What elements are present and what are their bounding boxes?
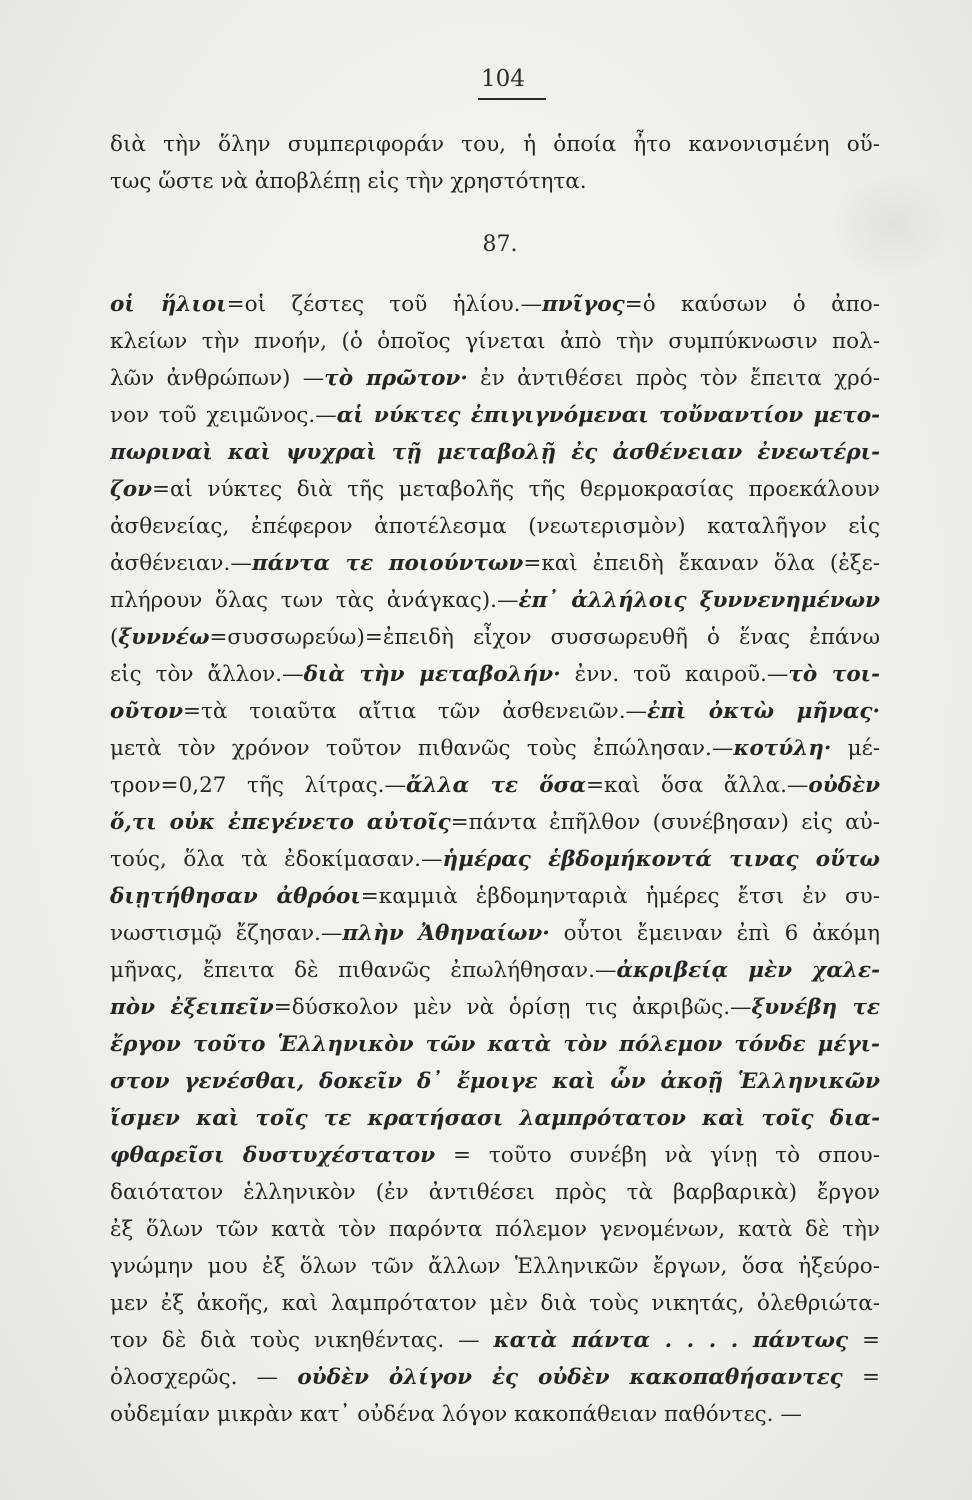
gloss: ἀσθενείας, ἐπέφερον ἀποτέλεσμα (νεωτερισμὸν) καταλῆγον εἰς [110,514,880,539]
lemma: ἐπ᾽ ἀλλήλοις ξυννενημένων [518,588,880,613]
text-line [110,397,880,434]
text-line [110,323,880,360]
text-line [110,878,880,915]
text-line [110,989,880,1026]
gloss: λῶν ἀνθρώπων) — [110,366,325,391]
text-line [110,286,880,323]
gloss: = τοῦτο συνέβη νὰ γίνῃ τὸ σπου- [435,1143,880,1168]
gloss: ἐν ἀντιθέσει πρὸς τὸν ἔπειτα χρό- [467,366,880,391]
gloss: μέ- [831,736,880,761]
gloss: νωστισμῷ ἔζησαν.— [110,921,343,946]
text-line [110,619,880,656]
lemma: ἐπὶ ὀκτὼ μῆνας· [647,699,880,724]
section-number: 87. [482,232,518,257]
gloss: =συσσωρεύω)=ἐπειδὴ εἶχον συσσωρευθῆ ὁ ἕνας ἐπάνω [209,625,880,650]
gloss: οὐδεμίαν μικρὰν κατ᾽ οὐδένα λόγον κακοπάθειαν παθόντες. — [110,1402,802,1427]
text-line [110,1100,880,1137]
lemma: πὸν ἐξειπεῖν [110,995,274,1020]
gloss: ἐνν. τοῦ καιροῦ.— [560,662,789,687]
lemma: οὐδὲν ὀλίγον ἐς οὐδὲν κακοπαθήσαντες [297,1365,843,1390]
gloss: =καὶ ἐπειδὴ ἔκαναν ὅλα (ἐξε- [523,551,880,576]
lemma: στον γενέσθαι, δοκεῖν δ᾽ ἔμοιγε καὶ ὧν ἀκοῇ Ἑλληνικῶν [110,1069,880,1094]
gloss: = [842,1365,880,1390]
gloss: μῆνας, ἔπειτα δὲ πιθανῶς ἐπωλήθησαν.— [110,958,617,983]
lemma: τὸ πρῶτον· [324,366,468,391]
gloss: ὁλοσχερῶς. — [110,1365,298,1390]
text-line [110,730,880,767]
gloss: ἀσθένειαν.— [110,551,252,576]
gloss: = [848,1328,880,1353]
lemma: τὸ τοι- [788,662,880,687]
lemma: διῃτήθησαν ἀθρόοι [110,884,361,909]
lemma: ζον [110,477,152,502]
lemma: κατὰ πάντα . . . . πάντως [493,1328,849,1353]
gloss: =καὶ ὅσα ἄλλα.— [586,773,809,798]
gloss: νον τοῦ χειμῶνος.— [110,403,337,428]
lemma: ἄλλα τε ὅσα [405,773,587,798]
text-line [110,582,880,619]
text-line [110,1396,880,1433]
lemma: φθαρεῖσι δυστυχέστατον [110,1143,436,1168]
gloss: μεν ἐξ ἀκοῆς, καὶ λαμπρότατον μὲν διὰ τοὺς νικητάς, ὀλεθριώτα- [110,1291,880,1316]
lemma: οῦτον [110,699,183,724]
gloss: δαιότατον ἑλληνικὸν (ἐν ἀντιθέσει πρὸς τὰ βαρβαρικὰ) ἔργον [110,1180,880,1205]
text-line [110,1063,880,1100]
lemma: οἱ ἥλιοι [110,292,227,317]
page-number-rule [478,98,546,100]
text-line: διὰ τὴν ὅλην συμπεριφοράν του, ἡ ὁποία ἦτο κανονισμένη οὕ- [110,132,880,157]
gloss: ἐξ ὅλων τῶν κατὰ τὸν παρόντα πόλεμον γενομένων, κατὰ δὲ τὴν [110,1217,880,1242]
lemma: ἀκριβείᾳ μὲν χαλε- [616,958,880,983]
gloss: =αἱ νύκτες διὰ τῆς μεταβολῆς τῆς θερμοκρασίας προεκάλουν [152,477,880,502]
text-line [110,656,880,693]
text-line [110,841,880,878]
lemma: ἔργον τοῦτο Ἑλληνικὸν τῶν κατὰ τὸν πόλεμον τόνδε μέγι- [110,1032,880,1057]
text-line [110,1211,880,1248]
gloss: πλήρουν ὅλας των τὰς ἀνάγκας).— [110,588,519,613]
gloss: κλείων τὴν πνοήν, (ὁ ὁποῖος γίνεται ἀπὸ τὴν συμπύκνωσιν πολ- [110,329,880,354]
text-line [110,1248,880,1285]
gloss: =τὰ τοιαῦτα αἴτια τῶν ἀσθενειῶν.— [182,699,648,724]
gloss: τρον=0,27 τῆς λίτρας.— [110,773,406,798]
gloss: εἰς τὸν ἄλλον.— [110,662,304,687]
text-line [110,952,880,989]
lemma: οὐδὲν [808,773,880,798]
text-line [110,767,880,804]
lemma: πλὴν Ἀθηναίων· [342,921,550,946]
gloss: =οἱ ζέστες τοῦ ἡλίου.— [226,292,542,317]
gloss: τον δὲ διὰ τοὺς νικηθέντας. — [110,1328,494,1353]
page-number: 104 [481,66,525,92]
lemma: αἱ νύκτες ἐπιγιγνόμεναι τοὔναντίον μετο- [336,403,880,428]
text-line [110,1174,880,1211]
gloss: =δύσκολον μὲν νὰ ὁρίσῃ τις ἀκριβῶς.— [273,995,752,1020]
gloss: =ὁ καύσων ὁ ἀπο- [624,292,880,317]
gloss: =πάντα ἐπῆλθον (συνέβησαν) εἰς αὐ- [450,810,880,835]
lemma: ὅ,τι οὐκ ἐπεγένετο αὐτοῖς [110,810,451,835]
lemma: κοτύλη· [733,736,832,761]
gloss: οὗτοι ἔμειναν ἐπὶ 6 ἀκόμη [549,921,880,946]
text-line [110,1137,880,1174]
gloss: γνώμην μου ἐξ ὅλων τῶν ἄλλων Ἑλληνικῶν ἔργων, ὅσα ἠξεύρο- [110,1254,880,1279]
commentary-paragraph [110,286,880,1433]
text-line [110,1322,880,1359]
intro-paragraph [110,126,880,200]
lemma: πάντα τε ποιούντων [251,551,524,576]
lemma: ἡμέρας ἑβδομήκοντά τινας οὕτω [442,847,880,872]
text-line [110,434,880,471]
text-line [110,915,880,952]
gloss: ( [110,625,119,650]
text-line [110,804,880,841]
gloss: =καμμιὰ ἑβδομηνταριὰ ἡμέρες ἔτσι ἐν συ- [360,884,880,909]
text-line [110,508,880,545]
text-line [110,471,880,508]
text-line [110,1285,880,1322]
text-line [110,693,880,730]
lemma: πνῖγος [542,292,625,317]
text-line [110,360,880,397]
lemma: πωριναὶ καὶ ψυχραὶ τῇ μεταβολῇ ἐς ἀσθένειαν ἐνεωτέρι- [110,440,880,465]
gloss: μετὰ τὸν χρόνον τοῦτον πιθανῶς τοὺς ἐπώλησαν.— [110,736,734,761]
text-line: τως ὥστε νὰ ἀποβλέπῃ εἰς τὴν χρηστότητα. [110,169,587,194]
lemma: ξυνέβη τε [751,995,880,1020]
lemma: διὰ τὴν μεταβολήν· [303,662,561,687]
text-line [110,1359,880,1396]
lemma: ξυννέω [118,625,210,650]
text-line [110,1026,880,1063]
lemma: ἴσμεν καὶ τοῖς τε κρατήσασι λαμπρότατον καὶ τοῖς δια- [110,1106,880,1131]
text-line [110,545,880,582]
gloss: τούς, ὅλα τὰ ἐδοκίμασαν.— [110,847,443,872]
